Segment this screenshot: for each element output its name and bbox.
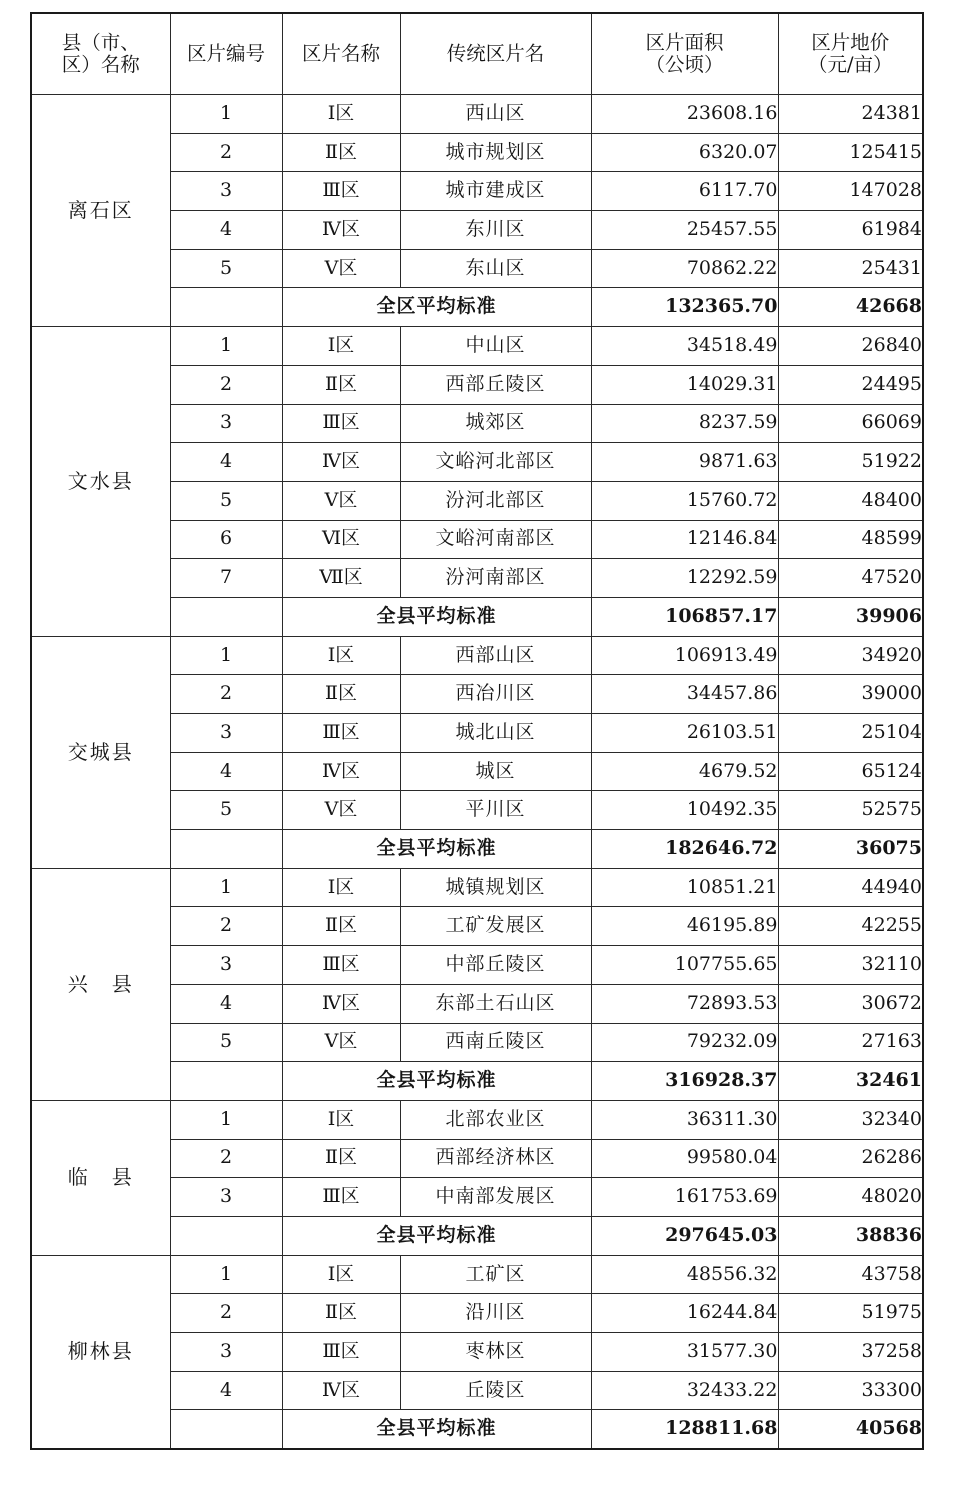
traditional-zone-name: 西山区 (400, 95, 591, 134)
traditional-zone-name: 中部丘陵区 (400, 946, 591, 985)
traditional-zone-name: 丘陵区 (400, 1371, 591, 1410)
zone-price: 48020 (778, 1178, 923, 1217)
zone-name: Ⅱ区 (282, 675, 400, 714)
header-area-line1: 区片面积 (645, 30, 724, 54)
header-zone-name: 区片名称 (282, 13, 400, 95)
zone-number: 2 (170, 675, 282, 714)
header-area (591, 13, 778, 95)
traditional-zone-name: 平川区 (400, 791, 591, 830)
zone-area: 32433.22 (591, 1371, 778, 1410)
zone-area: 34518.49 (591, 327, 778, 366)
zone-name: Ⅲ区 (282, 1178, 400, 1217)
zone-name: Ⅱ区 (282, 1294, 400, 1333)
traditional-zone-name: 文峪河南部区 (400, 520, 591, 559)
zone-name: Ⅰ区 (282, 636, 400, 675)
zone-name: Ⅱ区 (282, 133, 400, 172)
county-name: 兴 县 (31, 868, 170, 1100)
zone-price: 65124 (778, 752, 923, 791)
zone-number: 4 (170, 984, 282, 1023)
average-blank-cell (170, 597, 282, 636)
zone-number: 1 (170, 327, 282, 366)
average-label: 全县平均标准 (282, 830, 591, 869)
zone-number: 1 (170, 95, 282, 134)
zone-area: 4679.52 (591, 752, 778, 791)
traditional-zone-name: 城市建成区 (400, 172, 591, 211)
zone-number: 3 (170, 1333, 282, 1372)
zone-name: Ⅰ区 (282, 1255, 400, 1294)
zone-price: 125415 (778, 133, 923, 172)
zone-price: 52575 (778, 791, 923, 830)
table-body (31, 95, 923, 1450)
average-price: 42668 (778, 288, 923, 327)
zone-area: 6117.70 (591, 172, 778, 211)
zone-number: 1 (170, 636, 282, 675)
zone-name: Ⅰ区 (282, 1100, 400, 1139)
zone-number: 1 (170, 868, 282, 907)
header-trad-name: 传统区片名 (400, 13, 591, 95)
zone-price: 147028 (778, 172, 923, 211)
zone-name: Ⅴ区 (282, 249, 400, 288)
header-area-line2: （公顷） (645, 53, 724, 76)
average-blank-cell (170, 1216, 282, 1255)
zone-area: 12146.84 (591, 520, 778, 559)
traditional-zone-name: 西冶川区 (400, 675, 591, 714)
zone-area: 23608.16 (591, 95, 778, 134)
zone-price: 32340 (778, 1100, 923, 1139)
zone-number: 5 (170, 1023, 282, 1062)
zone-area: 106913.49 (591, 636, 778, 675)
zone-name: Ⅰ区 (282, 327, 400, 366)
average-price: 39906 (778, 597, 923, 636)
zone-number: 2 (170, 365, 282, 404)
zone-number: 6 (170, 520, 282, 559)
zone-name: Ⅴ区 (282, 481, 400, 520)
zone-price: 34920 (778, 636, 923, 675)
zone-price: 26840 (778, 327, 923, 366)
zone-price: 39000 (778, 675, 923, 714)
zone-number: 1 (170, 1100, 282, 1139)
zone-name: Ⅲ区 (282, 714, 400, 753)
zone-price: 66069 (778, 404, 923, 443)
average-price: 36075 (778, 830, 923, 869)
zone-price: 51975 (778, 1294, 923, 1333)
zone-number: 5 (170, 791, 282, 830)
traditional-zone-name: 文峪河北部区 (400, 443, 591, 482)
average-area: 182646.72 (591, 830, 778, 869)
zone-area: 48556.32 (591, 1255, 778, 1294)
zone-number: 3 (170, 714, 282, 753)
traditional-zone-name: 西部丘陵区 (400, 365, 591, 404)
zone-area: 70862.22 (591, 249, 778, 288)
average-label: 全县平均标准 (282, 1062, 591, 1101)
average-area: 128811.68 (591, 1410, 778, 1449)
traditional-zone-name: 西部经济林区 (400, 1139, 591, 1178)
zone-area: 10492.35 (591, 791, 778, 830)
zone-name: Ⅰ区 (282, 95, 400, 134)
zone-name: Ⅳ区 (282, 443, 400, 482)
traditional-zone-name: 东部土石山区 (400, 984, 591, 1023)
zone-area: 9871.63 (591, 443, 778, 482)
table-row (31, 1100, 923, 1139)
zone-area: 46195.89 (591, 907, 778, 946)
zone-name: Ⅲ区 (282, 404, 400, 443)
traditional-zone-name: 西南丘陵区 (400, 1023, 591, 1062)
header-row (31, 13, 923, 95)
county-name: 临 县 (31, 1100, 170, 1255)
zone-area: 107755.65 (591, 946, 778, 985)
traditional-zone-name: 中山区 (400, 327, 591, 366)
zone-name: Ⅲ区 (282, 172, 400, 211)
zone-area: 161753.69 (591, 1178, 778, 1217)
zone-name: Ⅳ区 (282, 1371, 400, 1410)
zone-area: 14029.31 (591, 365, 778, 404)
traditional-zone-name: 工矿区 (400, 1255, 591, 1294)
zone-number: 3 (170, 946, 282, 985)
zone-name: Ⅱ区 (282, 365, 400, 404)
table-header (31, 13, 923, 95)
traditional-zone-name: 城区 (400, 752, 591, 791)
traditional-zone-name: 东川区 (400, 211, 591, 250)
header-zone-no: 区片编号 (170, 13, 282, 95)
zone-number: 1 (170, 1255, 282, 1294)
average-label: 全县平均标准 (282, 1410, 591, 1449)
zone-name: Ⅳ区 (282, 984, 400, 1023)
zone-area: 16244.84 (591, 1294, 778, 1333)
traditional-zone-name: 中南部发展区 (400, 1178, 591, 1217)
header-price-line2: （元/亩） (807, 53, 893, 76)
header-county (31, 13, 170, 95)
zone-price: 30672 (778, 984, 923, 1023)
land-price-table (30, 12, 924, 1450)
average-blank-cell (170, 830, 282, 869)
average-price: 32461 (778, 1062, 923, 1101)
average-label: 全区平均标准 (282, 288, 591, 327)
zone-price: 27163 (778, 1023, 923, 1062)
zone-price: 25431 (778, 249, 923, 288)
average-blank-cell (170, 1062, 282, 1101)
header-price (778, 13, 923, 95)
zone-price: 25104 (778, 714, 923, 753)
average-label: 全县平均标准 (282, 1216, 591, 1255)
zone-number: 3 (170, 404, 282, 443)
average-blank-cell (170, 288, 282, 327)
zone-number: 2 (170, 1294, 282, 1333)
zone-number: 2 (170, 133, 282, 172)
traditional-zone-name: 城郊区 (400, 404, 591, 443)
zone-name: Ⅴ区 (282, 1023, 400, 1062)
zone-area: 25457.55 (591, 211, 778, 250)
zone-area: 10851.21 (591, 868, 778, 907)
zone-area: 26103.51 (591, 714, 778, 753)
county-name: 柳林县 (31, 1255, 170, 1449)
zone-name: Ⅱ区 (282, 1139, 400, 1178)
traditional-zone-name: 工矿发展区 (400, 907, 591, 946)
zone-name: Ⅲ区 (282, 946, 400, 985)
zone-area: 36311.30 (591, 1100, 778, 1139)
county-name: 离石区 (31, 95, 170, 327)
average-price: 40568 (778, 1410, 923, 1449)
zone-number: 4 (170, 1371, 282, 1410)
zone-area: 99580.04 (591, 1139, 778, 1178)
traditional-zone-name: 枣林区 (400, 1333, 591, 1372)
traditional-zone-name: 城北山区 (400, 714, 591, 753)
zone-number: 3 (170, 172, 282, 211)
zone-name: Ⅳ区 (282, 211, 400, 250)
zone-area: 79232.09 (591, 1023, 778, 1062)
zone-area: 8237.59 (591, 404, 778, 443)
traditional-zone-name: 东山区 (400, 249, 591, 288)
table-row (31, 95, 923, 134)
traditional-zone-name: 北部农业区 (400, 1100, 591, 1139)
zone-price: 24381 (778, 95, 923, 134)
average-area: 106857.17 (591, 597, 778, 636)
zone-price: 48599 (778, 520, 923, 559)
zone-number: 2 (170, 1139, 282, 1178)
zone-area: 31577.30 (591, 1333, 778, 1372)
zone-area: 12292.59 (591, 559, 778, 598)
table-row (31, 327, 923, 366)
zone-number: 4 (170, 752, 282, 791)
zone-price: 43758 (778, 1255, 923, 1294)
zone-name: Ⅴ区 (282, 791, 400, 830)
zone-area: 6320.07 (591, 133, 778, 172)
zone-number: 5 (170, 249, 282, 288)
zone-price: 44940 (778, 868, 923, 907)
zone-price: 61984 (778, 211, 923, 250)
zone-name: Ⅱ区 (282, 907, 400, 946)
average-area: 297645.03 (591, 1216, 778, 1255)
zone-price: 24495 (778, 365, 923, 404)
zone-number: 3 (170, 1178, 282, 1217)
zone-area: 15760.72 (591, 481, 778, 520)
zone-name: Ⅲ区 (282, 1333, 400, 1372)
zone-price: 33300 (778, 1371, 923, 1410)
traditional-zone-name: 城市规划区 (400, 133, 591, 172)
traditional-zone-name: 汾河南部区 (400, 559, 591, 598)
zone-name: Ⅳ区 (282, 752, 400, 791)
zone-number: 2 (170, 907, 282, 946)
average-area: 316928.37 (591, 1062, 778, 1101)
zone-name: Ⅵ区 (282, 520, 400, 559)
zone-price: 26286 (778, 1139, 923, 1178)
header-county-line1: 县（市、 (61, 30, 140, 54)
traditional-zone-name: 汾河北部区 (400, 481, 591, 520)
traditional-zone-name: 城镇规划区 (400, 868, 591, 907)
header-price-line1: 区片地价 (811, 30, 890, 54)
zone-area: 34457.86 (591, 675, 778, 714)
traditional-zone-name: 沿川区 (400, 1294, 591, 1333)
zone-price: 51922 (778, 443, 923, 482)
zone-name: Ⅶ区 (282, 559, 400, 598)
zone-name: Ⅰ区 (282, 868, 400, 907)
zone-number: 7 (170, 559, 282, 598)
average-blank-cell (170, 1410, 282, 1449)
zone-price: 37258 (778, 1333, 923, 1372)
county-name: 交城县 (31, 636, 170, 868)
header-county-line2: 区）名称 (61, 53, 140, 76)
zone-price: 47520 (778, 559, 923, 598)
zone-number: 5 (170, 481, 282, 520)
zone-number: 4 (170, 443, 282, 482)
average-price: 38836 (778, 1216, 923, 1255)
average-area: 132365.70 (591, 288, 778, 327)
zone-price: 42255 (778, 907, 923, 946)
average-label: 全县平均标准 (282, 597, 591, 636)
traditional-zone-name: 西部山区 (400, 636, 591, 675)
zone-area: 72893.53 (591, 984, 778, 1023)
county-name: 文水县 (31, 327, 170, 637)
table-row (31, 1255, 923, 1294)
table-row (31, 636, 923, 675)
zone-price: 32110 (778, 946, 923, 985)
zone-price: 48400 (778, 481, 923, 520)
zone-number: 4 (170, 211, 282, 250)
table-row (31, 868, 923, 907)
